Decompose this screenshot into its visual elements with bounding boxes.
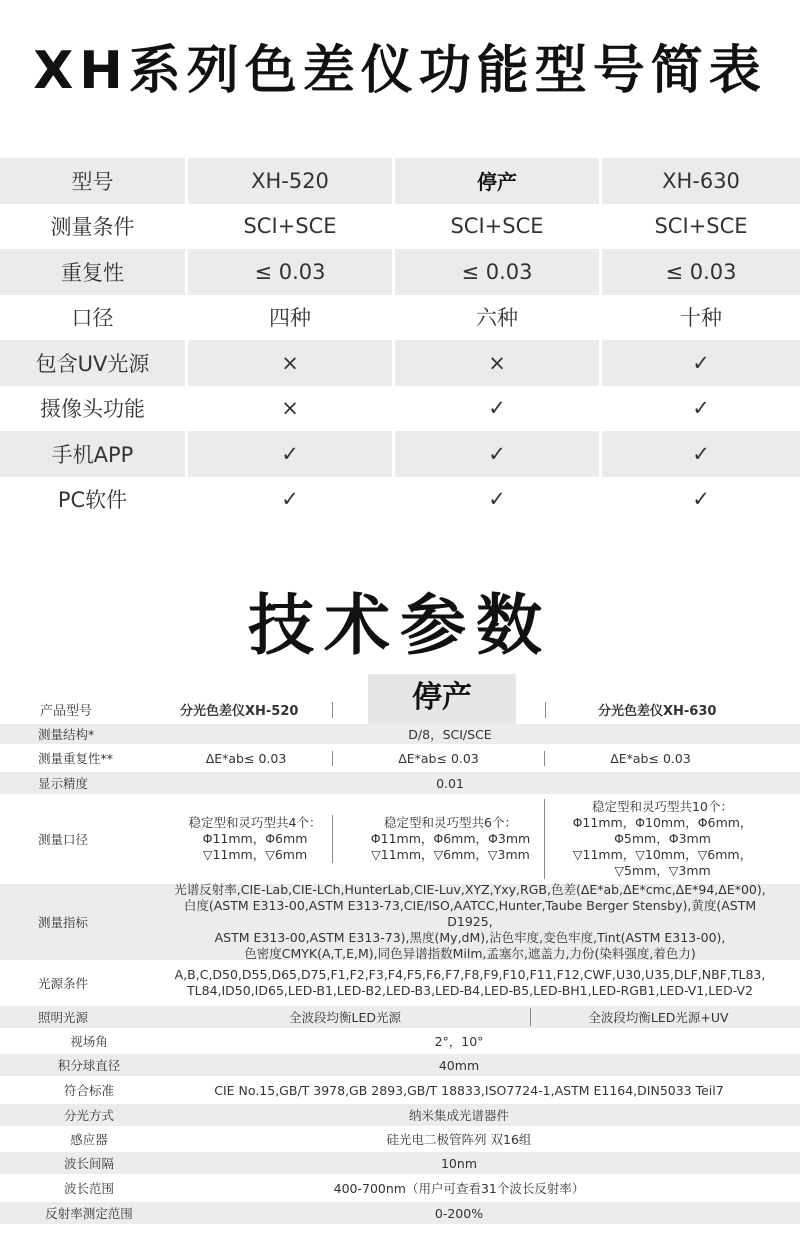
summary-label: 手机APP	[0, 431, 188, 477]
summary-value: SCI+SCE	[395, 204, 602, 250]
spec-line: 稳定型和灵巧型共6个：	[384, 815, 517, 830]
spec-line: 白度(ASTM E313-00,ASTM E313-73,CIE/ISO,AATCC,Hunter,Taube Berger Stensby),黄度(ASTM D1925,	[183, 898, 757, 929]
spec-line: Φ11mm，Φ6mm，Φ3mm	[370, 831, 531, 846]
aperture-discontinued	[332, 815, 544, 863]
summary-label: 重复性	[0, 249, 188, 295]
spec-line: ▽11mm，▽6mm，▽3mm	[371, 847, 530, 862]
summary-row	[0, 295, 800, 341]
spec-line: A,B,C,D50,D55,D65,D75,F1,F2,F3,F4,F5,F6,F7,F8,F9,F10,F11,F12,CWF,U30,U35,DLF,NBF,TL83,	[174, 967, 766, 982]
summary-header-cell: XH-630	[602, 158, 800, 204]
summary-label: PC软件	[0, 477, 188, 523]
summary-value: 六种	[395, 295, 602, 341]
spec-label: 分光方式	[63, 1108, 114, 1123]
spec-row	[0, 1152, 800, 1176]
spec-header-row	[0, 674, 800, 724]
spec-value: ΔE*ab≤ 0.03	[544, 751, 756, 766]
summary-header-cell: 停产	[395, 158, 602, 204]
summary-label: 摄像头功能	[0, 386, 188, 432]
spec-line: TL84,ID50,ID65,LED-B1,LED-B2,LED-B3,LED-B4,LED-B5,LED-BH1,LED-RGB1,LED-V1,LED-V2	[187, 983, 753, 998]
summary-value: ≤ 0.03	[602, 249, 800, 295]
spec-table	[0, 674, 800, 1226]
spec-value: 400-700nm（用户可查看31个波长反射率）	[333, 1181, 585, 1196]
spec-row	[0, 1054, 800, 1078]
check-icon: ✓	[395, 431, 602, 477]
spec-row	[0, 1006, 800, 1030]
spec-value: 10nm	[440, 1155, 477, 1171]
spec-line: ▽11mm，▽6mm	[202, 847, 308, 862]
spec-row	[0, 1176, 800, 1202]
check-icon: ✓	[395, 477, 602, 523]
spec-line: Φ11mm，Φ6mm	[202, 831, 308, 846]
spec-value: 0.01	[436, 775, 464, 791]
check-icon: ✓	[692, 396, 710, 421]
spec-label: 波长间隔	[63, 1156, 114, 1171]
spec-line: 光谱反射率,CIE-Lab,CIE-LCh,HunterLab,CIE-Luv,XYZ,Yxy,RGB,色差(ΔE*ab,ΔE*cmc,ΔE*94,ΔE*00),	[174, 882, 766, 897]
cross-icon: ×	[395, 340, 602, 386]
model-summary-table	[0, 158, 800, 522]
spec-label: 积分球直径	[57, 1058, 121, 1073]
summary-label: 测量条件	[0, 204, 188, 250]
summary-value: 四种	[188, 295, 395, 341]
summary-row	[0, 431, 800, 477]
spec-label: 视场角	[70, 1034, 108, 1049]
summary-value: ≤ 0.03	[395, 249, 602, 295]
summary-row	[0, 204, 800, 250]
summary-label: 口径	[0, 295, 188, 341]
spec-value: CIE No.15,GB/T 3978,GB 2893,GB/T 18833,ISO7724-1,ASTM E1164,DIN5033 Teil7	[214, 1082, 724, 1098]
spec-row	[0, 1078, 800, 1104]
spec-label: 测量重复性**	[38, 751, 114, 766]
summary-row	[0, 249, 800, 295]
model-name-xh630: 分光色差仪XH-630	[598, 704, 717, 719]
spec-header-label: 产品型号	[40, 704, 93, 719]
spec-row	[0, 962, 800, 1006]
spec-row	[0, 746, 800, 772]
summary-header-row	[0, 158, 800, 204]
check-icon: ✓	[188, 477, 395, 523]
aperture-xh520	[160, 815, 332, 863]
spec-row	[0, 772, 800, 796]
spec-label: 测量指标	[38, 915, 89, 930]
spec-line: Φ5mm，Φ3mm	[614, 831, 711, 846]
spec-value: ΔE*ab≤ 0.03	[205, 750, 287, 766]
spec-value: 0-200%	[434, 1205, 484, 1221]
spec-label: 光源条件	[38, 976, 89, 991]
spec-line: 稳定型和灵巧型共4个：	[188, 815, 322, 830]
summary-value: SCI+SCE	[654, 214, 748, 239]
divider	[545, 702, 546, 718]
spec-line: 色密度CMYK(A,T,E,M),同色异谱指数Milm,孟塞尔,遮盖力,力份(染料强度,着色力)	[244, 946, 696, 961]
spec-line: ▽11mm，▽10mm，▽6mm，	[572, 847, 753, 862]
tech-spec-title: 技术参数	[248, 587, 552, 664]
check-icon: ✓	[602, 431, 800, 477]
spec-label: 感应器	[70, 1132, 108, 1147]
summary-value: SCI+SCE	[188, 204, 395, 250]
indicators-text	[160, 882, 800, 962]
spec-label: 波长范围	[63, 1181, 114, 1196]
spec-label: 测量口径	[38, 832, 89, 847]
check-icon: ✓	[395, 386, 602, 432]
check-icon: ✓	[188, 431, 395, 477]
discontinued-badge: 停产	[368, 674, 516, 724]
spec-value: D/8，SCI/SCE	[408, 727, 492, 742]
spec-row	[0, 1104, 800, 1128]
check-icon: ✓	[602, 340, 800, 386]
spec-label: 测量结构*	[38, 727, 95, 742]
spec-row	[0, 1202, 800, 1226]
cross-icon: ×	[188, 340, 395, 386]
spec-label: 显示精度	[38, 776, 89, 791]
spec-row	[0, 724, 800, 746]
spec-row	[0, 884, 800, 962]
spec-row	[0, 1030, 800, 1054]
illuminants-text	[160, 967, 800, 999]
spec-value: ΔE*ab≤ 0.03	[332, 751, 544, 766]
spec-label: 照明光源	[38, 1010, 89, 1025]
spec-value: 40mm	[438, 1057, 480, 1073]
divider	[332, 702, 333, 718]
summary-value: 十种	[680, 306, 722, 331]
spec-label: 符合标准	[63, 1083, 114, 1098]
aperture-xh630	[544, 799, 756, 879]
summary-header-cell: 型号	[0, 158, 188, 204]
spec-line: ASTM E313-00,ASTM E313-73),黑度(My,dM),沾色牢度,变色牢度,Tint(ASTM E313-00),	[214, 930, 726, 945]
check-icon: ✓	[692, 487, 710, 512]
spec-value: 纳米集成光谱器件	[408, 1108, 509, 1123]
spec-line: 稳定型和灵巧型共10个：	[592, 799, 733, 814]
summary-row	[0, 386, 800, 432]
summary-row	[0, 477, 800, 523]
spec-value: 2°，10°	[434, 1034, 484, 1049]
summary-value: ≤ 0.03	[188, 249, 395, 295]
spec-value: 全波段均衡LED光源+UV	[530, 1008, 786, 1026]
spec-label: 反射率测定范围	[45, 1206, 133, 1221]
model-name-xh520: 分光色差仪XH-520	[180, 704, 299, 719]
spec-row	[0, 1128, 800, 1152]
summary-row	[0, 340, 800, 386]
summary-label: 包含UV光源	[0, 340, 188, 386]
spec-value: 硅光电二极管阵列 双16组	[386, 1132, 532, 1147]
summary-header-cell: XH-520	[188, 158, 395, 204]
spec-row	[0, 796, 800, 884]
spec-line: Φ11mm，Φ10mm，Φ6mm，	[572, 815, 753, 830]
spec-value: 全波段均衡LED光源	[289, 1010, 401, 1025]
page-title: XH系列色差仪功能型号简表	[33, 41, 767, 101]
cross-icon: ×	[188, 386, 395, 432]
spec-line: ▽5mm，▽3mm	[614, 863, 711, 878]
